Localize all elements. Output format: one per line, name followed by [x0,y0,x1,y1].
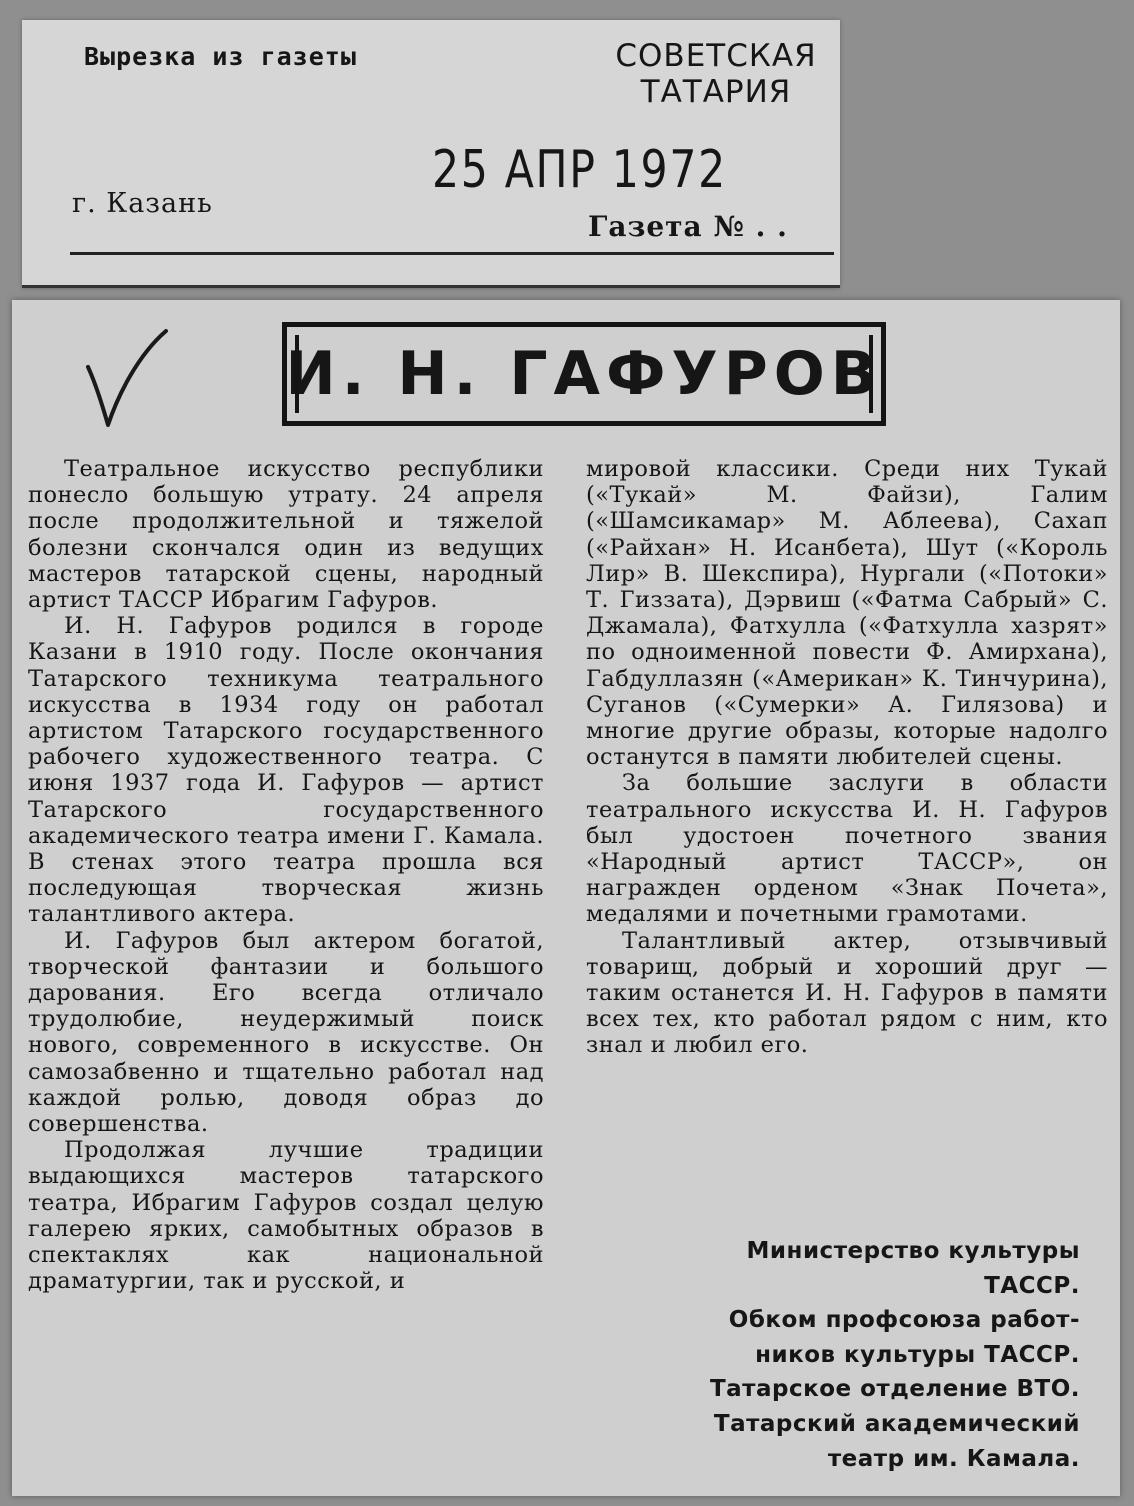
left-column [28,456,544,1295]
slip-bottom-rule [22,285,840,288]
headline-frame [282,322,886,426]
issue-label: Газета № . . [588,210,788,243]
signatories [600,1234,1080,1476]
right-column [586,456,1108,1059]
signatory-line: Татарский академический [713,1410,1080,1437]
slip-divider [70,252,834,255]
paragraph: Талантливый актер, отзывчивый товарищ, добрый и хороший друг — таким останется И. Н. Гафуров в памяти всех тех, кто работал рядом с ним, кто знал и любил его. [586,927,1108,1059]
clipping-slip [22,20,840,288]
signatory-line: ников культуры ТАССР. [755,1341,1080,1368]
signatory-line: театр им. Камала. [827,1445,1080,1472]
headline: И. Н. ГАФУРОВ [285,339,883,409]
newspaper-name-line2: ТАТАРИЯ [640,74,792,110]
signatory-line: ТАССР. [984,1272,1080,1299]
paragraph-continuation: мировой классики. Среди них Тукай («Тукай» М. Файзи), Галим («Шамсикамар» М. Аблеева), Сахап («Райхан» Н. Исанбета), Шут («Король Лир» В. Шекспира), Нургали («Потоки» Т. Гиззата), Дэрвиш («Фатма Сабрый» С. Джамала), Фатхулла («Фатхулла хазрят» по одноименной повести Ф. Амирхана), Габдуллазян («Американ» К. Тинчурина), Суганов («Сумерки» А. Гилязова) и многие другие образы, которые надолго останутся в памяти любителей сцены. [586,456,1108,771]
newspaper-name-line1: СОВЕТСКАЯ [615,38,817,74]
paragraph: Продолжая лучшие традиции выдающихся мастеров татарского театра, Ибрагим Гафуров создал целую галерею ярких, самобытных образов в спектаклях как национальной драматургии, так и русской, и [28,1137,544,1295]
paragraph: И. Н. Гафуров родился в городе Казани в 1910 году. После окончания Татарского техникума театрального искусства в 1934 году он работал артистом Татарского государственного рабочего художественного театра. С июня 1937 года И. Гафуров — артист Татарского государственного академического театра имени Г. Камала. В стенах этого театра прошла вся последующая творческая жизнь талантливого актера. [28,613,544,928]
signatory-line: Татарское отделение ВТО. [709,1376,1080,1403]
newspaper-name [598,38,834,110]
date-stamp: 25 АПР 1972 [432,140,727,200]
city-label: г. Казань [72,188,213,219]
paragraph: Театральное искусство республики понесло большую утрату. 24 апреля после продолжительной и тяжелой болезни скончался один из ведущих мастеров татарской сцены, народный артист ТАССР Ибрагим Гафуров. [28,456,544,614]
checkmark-icon [80,325,170,430]
signatory-line: Обком профсоюза работ- [728,1307,1080,1334]
signatory-line: Министерство культуры [746,1238,1080,1264]
paragraph: За большие заслуги в области театрального искусства И. Н. Гафуров был удостоен почетного звания «Народный артист ТАССР», он награжден орденом «Знак Почета», медалями и почетными грамотами. [586,770,1108,928]
slip-label: Вырезка из газеты [84,42,357,71]
paragraph: И. Гафуров был актером богатой, творческой фантазии и большого дарования. Его всегда отличало трудолюбие, неудержимый поиск нового, современного в искусстве. Он самозабвенно и тщательно работал над каждой ролью, доводя образ до совершенства. [28,927,544,1138]
